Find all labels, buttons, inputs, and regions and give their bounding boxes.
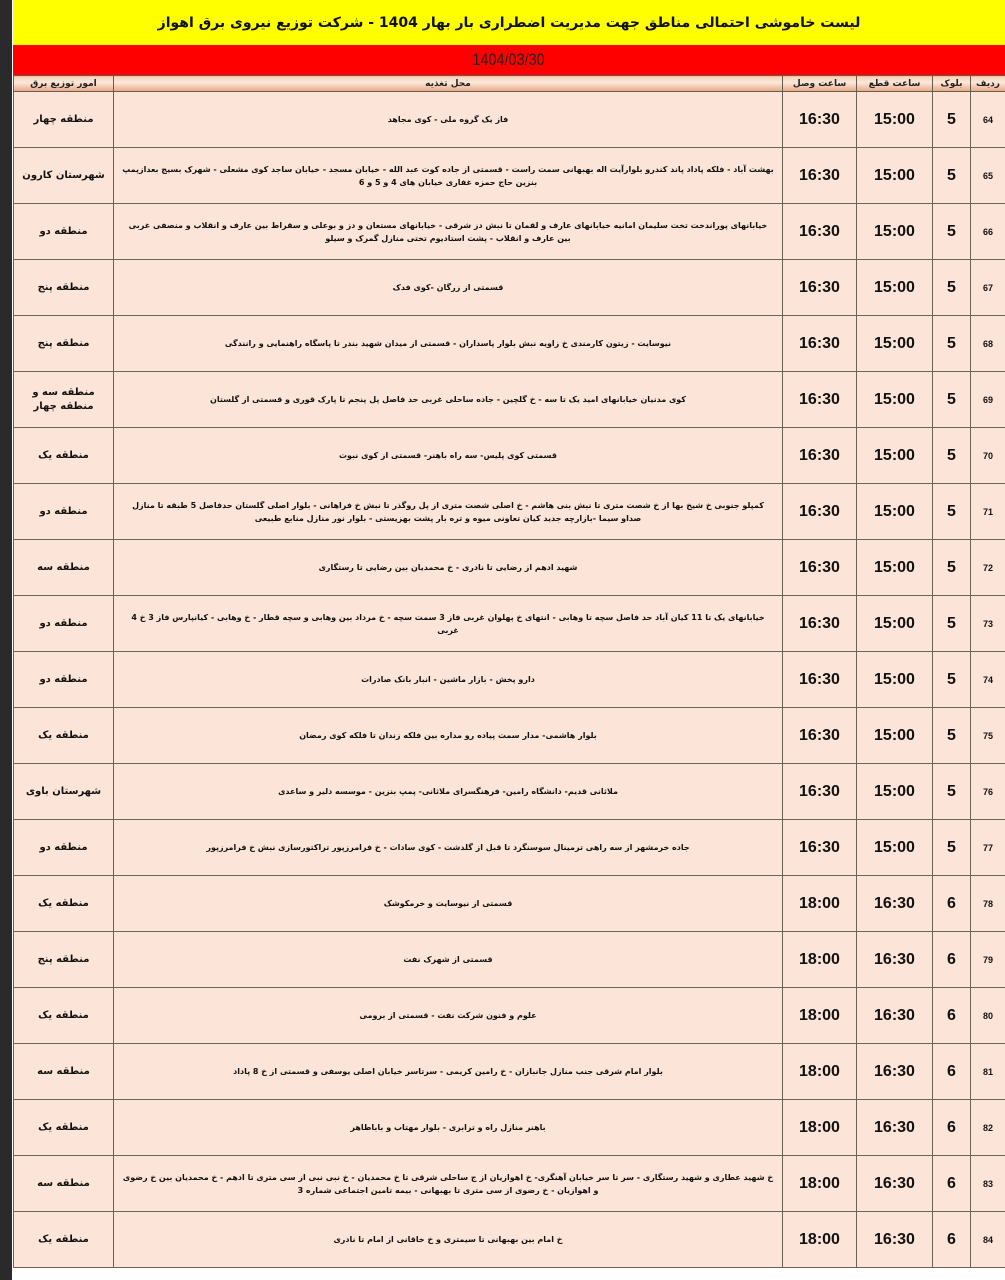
- department-name: منطقه یک: [14, 876, 114, 932]
- block-number: 5: [933, 316, 971, 372]
- block-number: 5: [933, 260, 971, 316]
- department-name: منطقه یک: [14, 1212, 114, 1268]
- connect-time: 16:30: [783, 484, 857, 540]
- table-row: [14, 540, 1005, 596]
- row-number: 75: [971, 708, 1005, 764]
- block-number: 5: [933, 708, 971, 764]
- block-number: 6: [933, 988, 971, 1044]
- connect-time: 16:30: [783, 148, 857, 204]
- table-row: [14, 372, 1005, 428]
- department-name: منطقه دو: [14, 596, 114, 652]
- cut-time: 15:00: [857, 540, 933, 596]
- department-name: منطقه سه و منطقه چهار: [14, 372, 114, 428]
- department-name: منطقه یک: [14, 1100, 114, 1156]
- row-number: 69: [971, 372, 1005, 428]
- row-number: 71: [971, 484, 1005, 540]
- table-row: [14, 484, 1005, 540]
- block-number: 5: [933, 148, 971, 204]
- location-text: خیابانهای یک تا 11 کیان آباد حد فاصل سچه تا وهابی - انتهای خ پهلوان غربی فاز 3 سمت سچه - خ مرداد بین وهابی و سچه قطار - خ وهابی - کیانپارس فاز 3 خ 4 غربی: [114, 596, 783, 652]
- table-row: [14, 932, 1005, 988]
- table-row: [14, 876, 1005, 932]
- connect-time: 16:30: [783, 428, 857, 484]
- department-name: منطقه پنج: [14, 316, 114, 372]
- cut-time: 15:00: [857, 428, 933, 484]
- block-number: 5: [933, 428, 971, 484]
- schedule-date: 1404/03/30: [472, 50, 546, 69]
- location-text: خ شهید عطاری و شهید رستگاری - سر تا سر خیابان آهنگری- خ اهوازیان از ج ساحلی شرقی تا خ محمدیان - خ نبی نبی از سی متری تا ادهم - خ محمدیان بین خ رضوی و اهوازیان - خ رضوی از سی متری تا بهبهانی - بیمه تامین اجتماعی شماره 3: [114, 1156, 783, 1212]
- connect-time: 16:30: [783, 372, 857, 428]
- location-text: بلوار امام شرقی جنب منازل جانبازان - خ رامین کریمی - سرتاسر خیابان اصلی یوسفی و قسمتی از خ 8 پاداد: [114, 1044, 783, 1100]
- table-row: [14, 820, 1005, 876]
- connect-time: 18:00: [783, 1100, 857, 1156]
- connect-time: 16:30: [783, 260, 857, 316]
- connect-time: 16:30: [783, 764, 857, 820]
- block-number: 6: [933, 1156, 971, 1212]
- row-number: 73: [971, 596, 1005, 652]
- row-number: 79: [971, 932, 1005, 988]
- connect-time: 18:00: [783, 1044, 857, 1100]
- outage-schedule-sheet: [13, 0, 1005, 1268]
- cut-time: 15:00: [857, 260, 933, 316]
- row-number: 68: [971, 316, 1005, 372]
- connect-time: 16:30: [783, 92, 857, 148]
- row-number: 65: [971, 148, 1005, 204]
- block-number: 6: [933, 1212, 971, 1268]
- cut-time: 15:00: [857, 316, 933, 372]
- location-text: بلوار هاشمی- مدار سمت پیاده رو مداره بین فلکه زندان تا فلکه کوی رمضان: [114, 708, 783, 764]
- cut-time: 16:30: [857, 932, 933, 988]
- location-text: کمپلو جنوبی خ شیخ بها از خ شصت متری تا نبش بنی هاشم - خ اصلی شصت متری از پل روگذر تا نبش خ فراهانی - بلوار اصلی گلستان حدفاصل 5 طبقه تا منازل صداو سیما -بازارچه جدید کیان تعاونی میوه و تره بار پشت بهزیستی - بلوار نور منازل منابع طبیعی: [114, 484, 783, 540]
- location-text: قسمتی از شهرک نفت: [114, 932, 783, 988]
- cut-time: 15:00: [857, 764, 933, 820]
- location-text: جاده خرمشهر از سه راهی ترمینال سوسنگرد تا قبل از گلدشت - کوی سادات - خ فرامرزپور تراکتورسازی نبش خ فرامرزپور: [114, 820, 783, 876]
- left-edge-strip: [0, 0, 12, 1280]
- row-number: 67: [971, 260, 1005, 316]
- cut-time: 16:30: [857, 1212, 933, 1268]
- location-text: فاز یک گروه ملی - کوی مجاهد: [114, 92, 783, 148]
- cut-time: 16:30: [857, 1156, 933, 1212]
- department-name: منطقه دو: [14, 204, 114, 260]
- table-header-row: [14, 76, 1005, 92]
- row-number: 64: [971, 92, 1005, 148]
- table-body: [14, 92, 1005, 1268]
- department-name: منطقه دو: [14, 820, 114, 876]
- table-row: [14, 1212, 1005, 1268]
- table-row: [14, 708, 1005, 764]
- block-number: 6: [933, 1044, 971, 1100]
- department-name: منطقه یک: [14, 428, 114, 484]
- cut-time: 15:00: [857, 204, 933, 260]
- table-row: [14, 764, 1005, 820]
- outage-table: [13, 75, 1005, 1268]
- department-name: منطقه یک: [14, 708, 114, 764]
- location-text: قسمتی از نیوسایت و خرمکوشک: [114, 876, 783, 932]
- cut-time: 15:00: [857, 92, 933, 148]
- connect-time: 16:30: [783, 652, 857, 708]
- row-number: 72: [971, 540, 1005, 596]
- cut-time: 16:30: [857, 1044, 933, 1100]
- table-row: [14, 1156, 1005, 1212]
- department-name: شهرستان باوی: [14, 764, 114, 820]
- row-number: 84: [971, 1212, 1005, 1268]
- department-name: منطقه پنج: [14, 932, 114, 988]
- header-cut-time: ساعت قطع: [857, 76, 933, 92]
- row-number: 70: [971, 428, 1005, 484]
- connect-time: 16:30: [783, 316, 857, 372]
- department-name: منطقه سه: [14, 1156, 114, 1212]
- cut-time: 15:00: [857, 596, 933, 652]
- cut-time: 16:30: [857, 876, 933, 932]
- block-number: 5: [933, 820, 971, 876]
- table-row: [14, 316, 1005, 372]
- cut-time: 16:30: [857, 988, 933, 1044]
- connect-time: 18:00: [783, 932, 857, 988]
- location-text: باهنر منازل راه و ترابری - بلوار مهتاب و باباطاهر: [114, 1100, 783, 1156]
- row-number: 82: [971, 1100, 1005, 1156]
- block-number: 5: [933, 204, 971, 260]
- table-row: [14, 988, 1005, 1044]
- location-text: ملاثانی قدیم- دانشگاه رامین- فرهنگسرای ملاثانی- پمپ بنزین - موسسه دلیر و ساعدی: [114, 764, 783, 820]
- table-row: [14, 1044, 1005, 1100]
- page-title: لیست خاموشی احتمالی مناطق جهت مدیریت اضطراری بار بهار 1404 - شرکت توزیع نیروی برق اهواز: [157, 14, 861, 31]
- row-number: 83: [971, 1156, 1005, 1212]
- connect-time: 16:30: [783, 204, 857, 260]
- table-row: [14, 428, 1005, 484]
- cut-time: 15:00: [857, 484, 933, 540]
- department-name: منطقه یک: [14, 988, 114, 1044]
- title-bar: [13, 0, 1005, 45]
- table-row: [14, 652, 1005, 708]
- location-text: قسمتی کوی پلیس- سه راه باهنر- قسمتی از کوی نبوت: [114, 428, 783, 484]
- location-text: نیوسایت - زیتون کارمندی خ زاویه نبش بلوار پاسداران - قسمتی از میدان شهید بندر تا پاسگاه راهنمایی و رانندگی: [114, 316, 783, 372]
- cut-time: 15:00: [857, 708, 933, 764]
- header-block: بلوک: [933, 76, 971, 92]
- block-number: 6: [933, 1100, 971, 1156]
- table-row: [14, 1100, 1005, 1156]
- location-text: بهشت آباد - فلکه پاداد پاند کندرو بلوارآیت اله بهبهانی سمت راست - قسمتی از جاده کوت عبد الله - خیابان مسجد - خیابان ساجد کوی مشعلی - شهرک بسیج بعدازپمپ بنزین حاج حمزه غفاری خیابان های 4 و 5 و 6: [114, 148, 783, 204]
- cut-time: 15:00: [857, 372, 933, 428]
- block-number: 5: [933, 596, 971, 652]
- row-number: 74: [971, 652, 1005, 708]
- cut-time: 15:00: [857, 820, 933, 876]
- connect-time: 18:00: [783, 1156, 857, 1212]
- row-number: 80: [971, 988, 1005, 1044]
- department-name: منطقه پنج: [14, 260, 114, 316]
- connect-time: 16:30: [783, 820, 857, 876]
- row-number: 78: [971, 876, 1005, 932]
- department-name: شهرستان کارون: [14, 148, 114, 204]
- connect-time: 18:00: [783, 988, 857, 1044]
- location-text: خ امام بین بهبهانی تا سیمتری و خ خاقانی از امام تا نادری: [114, 1212, 783, 1268]
- block-number: 5: [933, 652, 971, 708]
- department-name: منطقه سه: [14, 540, 114, 596]
- row-number: 77: [971, 820, 1005, 876]
- location-text: قسمتی از زرگان -کوی فدک: [114, 260, 783, 316]
- block-number: 6: [933, 876, 971, 932]
- connect-time: 16:30: [783, 540, 857, 596]
- department-name: منطقه دو: [14, 652, 114, 708]
- location-text: علوم و فنون شرکت نفت - قسمتی از برومی: [114, 988, 783, 1044]
- header-department: امور توزیع برق: [14, 76, 114, 92]
- connect-time: 18:00: [783, 1212, 857, 1268]
- block-number: 6: [933, 932, 971, 988]
- department-name: منطقه سه: [14, 1044, 114, 1100]
- cut-time: 16:30: [857, 1100, 933, 1156]
- connect-time: 18:00: [783, 876, 857, 932]
- block-number: 5: [933, 92, 971, 148]
- table-row: [14, 260, 1005, 316]
- department-name: منطقه دو: [14, 484, 114, 540]
- location-text: خیابانهای پوراندخت تخت سلیمان امانیه خیابانهای عارف و لقمان تا نبش دز شرقی - خیابانهای مستعان و دز و بوعلی و سقراط بین عارف و انقلاب و منصفی غربی بین عارف و انقلاب - پشت استادیوم تختی منازل گمرک و سیلو: [114, 204, 783, 260]
- cut-time: 15:00: [857, 148, 933, 204]
- date-bar: [13, 45, 1005, 75]
- table-row: [14, 596, 1005, 652]
- block-number: 5: [933, 372, 971, 428]
- header-connect-time: ساعت وصل: [783, 76, 857, 92]
- header-location: محل تغذیه: [114, 76, 783, 92]
- row-number: 76: [971, 764, 1005, 820]
- block-number: 5: [933, 484, 971, 540]
- row-number: 66: [971, 204, 1005, 260]
- block-number: 5: [933, 540, 971, 596]
- connect-time: 16:30: [783, 708, 857, 764]
- connect-time: 16:30: [783, 596, 857, 652]
- block-number: 5: [933, 764, 971, 820]
- row-number: 81: [971, 1044, 1005, 1100]
- cut-time: 15:00: [857, 652, 933, 708]
- table-row: [14, 92, 1005, 148]
- location-text: شهید ادهم از رضایی تا نادری - خ محمدیان بین رضایی تا رستگاری: [114, 540, 783, 596]
- location-text: دارو پخش - بازار ماشین - انبار بانک صادرات: [114, 652, 783, 708]
- table-row: [14, 204, 1005, 260]
- department-name: منطقه چهار: [14, 92, 114, 148]
- header-row-number: ردیف: [971, 76, 1005, 92]
- location-text: کوی مدنیان خیابانهای امید یک تا سه - خ گلچین - جاده ساحلی غربی حد فاصل پل پنجم تا پارک قوری و قسمتی از گلستان: [114, 372, 783, 428]
- table-row: [14, 148, 1005, 204]
